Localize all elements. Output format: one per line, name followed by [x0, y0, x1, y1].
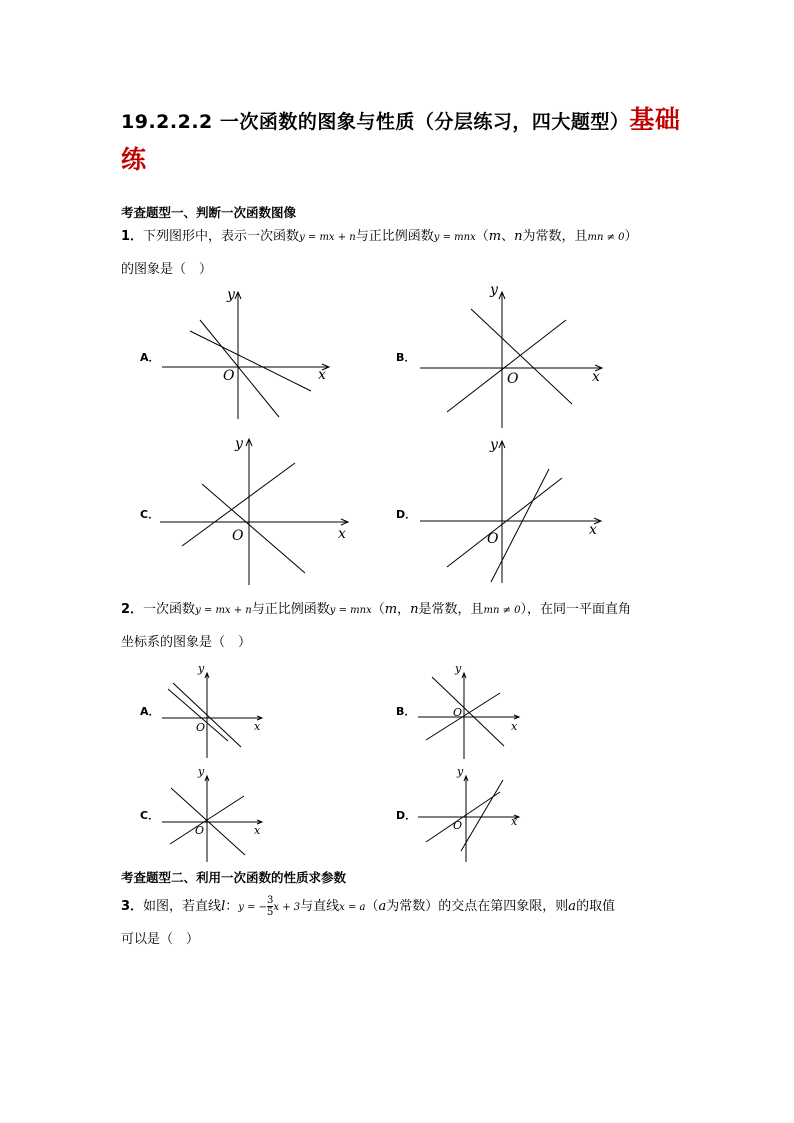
q1d-y-label: y — [490, 437, 498, 453]
q1b-x-label: x — [592, 369, 600, 385]
q1-text-4: 、 — [501, 229, 515, 244]
q1c-y-label: y — [235, 436, 243, 452]
q2-text-3: （ — [371, 602, 385, 617]
q2a-x-label: x — [254, 720, 261, 733]
q3-text-3: 与直线 — [300, 899, 340, 914]
q1-text-3: （ — [475, 229, 489, 244]
q2c-x-label: x — [254, 824, 261, 837]
q2-text-1: 一次函数 — [143, 602, 196, 617]
question-3 — [121, 891, 681, 956]
q2c-origin-label: O — [195, 824, 205, 837]
q3-frac-numerator: 3 — [267, 895, 274, 906]
q2-var-n: n — [410, 602, 419, 617]
section-heading-2: 考查题型二、利用一次函数的性质求参数 — [121, 870, 347, 885]
q1b-y-label: y — [490, 282, 498, 298]
q3-formula-1a: y = − — [238, 902, 268, 913]
q2d-y-label: y — [457, 765, 464, 778]
q3-line-2: 可以是（ ） — [121, 932, 200, 947]
q2-line-2: 坐标系的图象是（ ） — [121, 635, 252, 650]
q3-var-a: a — [378, 899, 387, 914]
q2-text-4: ， — [397, 602, 411, 617]
q2-text-5: 是常数，且 — [418, 602, 484, 617]
q3-var-l: l — [221, 899, 226, 914]
q2-option-a-label[interactable]: A． — [140, 705, 160, 718]
q1a-origin-label: O — [223, 368, 235, 384]
q3-frac-denominator: 5 — [267, 907, 274, 918]
q3-formula-1b: x + 3 — [273, 902, 301, 913]
q2-text-2: 与正比例函数 — [251, 602, 330, 617]
question-3-number: 3． — [121, 899, 144, 914]
q2-var-m: m — [384, 602, 398, 617]
q1-text-1: 下列图形中，表示一次函数 — [143, 229, 300, 244]
title-red-1: 基础 — [629, 105, 681, 134]
q2-option-d-label[interactable]: D． — [396, 809, 417, 822]
q1-formula-3: mn ≠ 0 — [587, 232, 625, 243]
q2-option-b-label[interactable]: B． — [396, 705, 416, 718]
q1-text-6: ） — [624, 229, 638, 244]
q2c-y-label: y — [198, 765, 205, 778]
title-red-2: 练 — [121, 145, 147, 174]
q1-option-b-label[interactable]: B． — [396, 351, 416, 364]
q2-text-6: ），在同一平面直角 — [520, 602, 632, 617]
q1a-y-label: y — [227, 287, 235, 303]
q1c-origin-label: O — [232, 528, 244, 544]
q1a-x-label: x — [318, 367, 326, 383]
q1-option-c-label[interactable]: C． — [140, 508, 160, 521]
q2-formula-2: y = mnx — [329, 605, 372, 616]
q1c-x-label: x — [338, 526, 346, 542]
section-heading-1: 考查题型一、判断一次函数图像 — [121, 205, 297, 220]
q2b-origin-label: O — [453, 706, 463, 719]
question-1-number: 1． — [121, 229, 144, 244]
q2b-x-label: x — [511, 720, 518, 733]
q3-text-2: ： — [225, 899, 239, 914]
q1-var-m: m — [488, 229, 502, 244]
q2a-origin-label: O — [196, 721, 206, 734]
q3-text-5: 为常数）的交点在第四象限，则 — [386, 899, 569, 914]
q1-formula-1: y = mx + n — [299, 232, 356, 243]
q2d-origin-label: O — [453, 819, 463, 832]
q2a-y-label: y — [198, 662, 205, 675]
q2b-y-label: y — [455, 662, 462, 675]
q1d-x-label: x — [589, 522, 597, 538]
q3-var-a-2: a — [568, 899, 577, 914]
q2-formula-1: y = mx + n — [195, 605, 252, 616]
q1-text-2: 与正比例函数 — [355, 229, 434, 244]
q2-option-c-label[interactable]: C． — [140, 809, 160, 822]
q2-formula-3: mn ≠ 0 — [483, 605, 521, 616]
q3-text-6: 的取值 — [576, 899, 616, 914]
q3-text-1: 如图，若直线 — [143, 899, 222, 914]
q3-formula-2: x = a — [339, 902, 366, 913]
q1-option-d-label[interactable]: D． — [396, 508, 417, 521]
q1-var-n: n — [514, 229, 523, 244]
q2d-x-label: x — [511, 815, 518, 828]
question-2-number: 2． — [121, 602, 144, 617]
q1-option-a-label[interactable]: A． — [140, 351, 160, 364]
q1-text-5: 为常数，且 — [522, 229, 588, 244]
q3-text-4: （ — [365, 899, 379, 914]
q1b-origin-label: O — [507, 371, 519, 387]
title-main: 19.2.2.2 一次函数的图象与性质（分层练习，四大题型） — [121, 111, 630, 133]
q1-line-2: 的图象是（ ） — [121, 262, 213, 277]
q1d-origin-label: O — [487, 531, 499, 547]
q1-formula-2: y = mnx — [433, 232, 476, 243]
